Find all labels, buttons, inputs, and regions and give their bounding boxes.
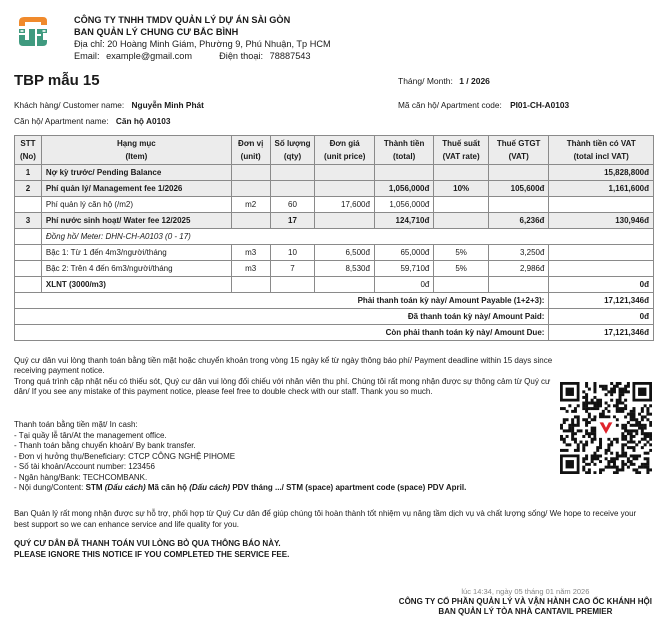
account-line: - Số tài khoản/Account number: 123456: [14, 462, 155, 471]
cash-heading: Thanh toán bằng tiền mặt/ In cash:: [14, 420, 138, 429]
cell-no: 2: [15, 181, 42, 197]
beneficiary-line: - Đơn vị hưởng thụ/Beneficiary: CTCP CÔNG NGHỆ PIHOME: [14, 451, 236, 461]
table-row: [15, 181, 654, 197]
content-part: PDV tháng .../ STM (space) apartment code (space) PDV April.: [230, 483, 467, 492]
bank-line: - Ngân hàng/Bank: TECHCOMBANK.: [14, 472, 148, 482]
footer-board: BAN QUẢN LÝ TÒA NHÀ CANTAVIL PREMIER: [438, 607, 613, 616]
cell-no: [15, 197, 42, 213]
cell-price: 17,600đ: [315, 197, 374, 213]
content-part: (Dấu cách): [104, 483, 146, 492]
payment-methods: [14, 420, 554, 494]
apartment-code: [398, 100, 569, 110]
cell-item: Phí nước sinh hoạt/ Water fee 12/2025: [41, 213, 231, 229]
content-part: STM: [85, 483, 105, 492]
notice-title: TBP mẫu 15: [14, 72, 100, 89]
cell-qty: [270, 277, 315, 293]
cell-vat: [488, 197, 549, 213]
cell-item: Nợ kỳ trước/ Pending Balance: [41, 165, 231, 181]
cell-no: [15, 261, 42, 277]
cell-no: 3: [15, 213, 42, 229]
cell-total: 1,056,000đ: [374, 197, 433, 213]
payment-notes: [14, 356, 554, 397]
footer-signature: [399, 587, 652, 617]
cell-unit: m2: [231, 197, 270, 213]
fee-table: [14, 135, 654, 341]
company-contact: [74, 50, 331, 62]
header-vat-rate: Thuế suất (VAT rate): [434, 136, 489, 165]
company-address: Địa chỉ: 20 Hoàng Minh Giám, Phường 9, Phú Nhuận, Tp HCM: [74, 39, 331, 49]
cell-item: Bậc 1: Từ 1 đến 4m3/người/tháng: [41, 245, 231, 261]
management-board: BAN QUẢN LÝ CHUNG CƯ BẮC BÌNH: [74, 27, 239, 37]
deadline-note: Quý cư dân vui lòng thanh toán bằng tiền mặt hoặc chuyển khoản trong vòng 15 ngày kể từ ngày thông báo phí/ Payment deadline within 15 days since receiving payment notice.: [14, 356, 553, 376]
cell-no: [15, 277, 42, 293]
content-part: (Dấu cách): [189, 483, 231, 492]
month-label: Tháng/ Month:: [398, 76, 453, 86]
meter-info: Đồng hồ/ Meter: DHN-CH-A0103 (0 - 17): [41, 229, 653, 245]
summary-row-due: [15, 325, 654, 341]
ignore-notice: [14, 539, 289, 560]
cell-rate: [434, 277, 489, 293]
cell-total-vat: [549, 197, 654, 213]
cell-rate: 10%: [434, 181, 489, 197]
phone-value: 78887543: [269, 51, 311, 61]
cell-price: [315, 181, 374, 197]
cell-price: [315, 277, 374, 293]
table-row: [15, 261, 654, 277]
cell-unit: [231, 213, 270, 229]
summary-value: 17,121,346đ: [549, 293, 654, 309]
email-value: example@gmail.com: [106, 51, 193, 61]
table-row: [15, 165, 654, 181]
cash-line: - Tại quầy lễ tân/At the management office.: [14, 430, 167, 440]
summary-row-paid: [15, 309, 654, 325]
customer-name: [14, 100, 204, 110]
customer-label: Khách hàng/ Customer name:: [14, 100, 125, 110]
mistake-note: Trong quá trình cập nhật nếu có thiếu sót, Quý cư dân vui lòng đối chiếu với nhân viên thu phí. Chúng tôi rất mong nhận được sự thông cảm từ Quý cư dân/ If you see any mistake of this payment notice, please feel free to double check with our staff. Thank you so much.: [14, 376, 551, 396]
cell-unit: m3: [231, 245, 270, 261]
cell-item: Phí quản lý/ Management fee 1/2026: [41, 181, 231, 197]
header-total: Thành tiền (total): [374, 136, 433, 165]
cell-item: Bậc 2: Trên 4 đến 6m3/người/tháng: [41, 261, 231, 277]
cell-price: [315, 213, 374, 229]
summary-label: Đã thanh toán kỳ này/ Amount Paid:: [15, 309, 549, 325]
phone-label: Điện thoại:: [219, 51, 264, 61]
summary-value: 17,121,346đ: [549, 325, 654, 341]
cell-total-vat: 15,828,800đ: [549, 165, 654, 181]
footer-company: CÔNG TY CỔ PHẦN QUẢN LÝ VÀ VẬN HÀNH CAO ỐC KHÁNH HỘI: [398, 597, 652, 606]
header-total-incl-vat: Thành tiền có VAT (total incl VAT): [549, 136, 654, 165]
header-vat: Thuế GTGT (VAT): [488, 136, 549, 165]
cell-total-vat: 0đ: [549, 277, 654, 293]
cell-qty: 60: [270, 197, 315, 213]
summary-label: Còn phải thanh toán kỳ này/ Amount Due:: [15, 325, 549, 341]
cell-qty: 7: [270, 261, 315, 277]
cell-rate: [434, 165, 489, 181]
cell-qty: [270, 181, 315, 197]
table-row: [15, 213, 654, 229]
cell-vat: 6,236đ: [488, 213, 549, 229]
cell-item: XLNT (3000/m3): [41, 277, 231, 293]
customer-value: Nguyễn Minh Phát: [131, 100, 204, 110]
header-item: Hạng mục (Item): [41, 136, 231, 165]
support-message: Ban Quản lý rất mong nhận được sự hỗ trợ, phối hợp từ Quý Cư dân để giúp chúng tôi hoàn thành tốt nhiệm vụ nâng tầm dịch vụ và chất lượng sống/ We hope to receive your best support so we can enhance service and life quality for you.: [14, 509, 637, 529]
cell-price: [315, 165, 374, 181]
summary-label: Phải thanh toán kỳ này/ Amount Payable (1+2+3):: [15, 293, 549, 309]
cell-total: 124,710đ: [374, 213, 433, 229]
apartment-code-value: PI01-CH-A0103: [510, 100, 570, 110]
table-row: [15, 277, 654, 293]
cell-qty: 10: [270, 245, 315, 261]
cell-vat: 3,250đ: [488, 245, 549, 261]
cell-unit: m3: [231, 261, 270, 277]
cell-vat: [488, 277, 549, 293]
cell-rate: [434, 213, 489, 229]
cell-rate: 5%: [434, 245, 489, 261]
table-row: [15, 229, 654, 245]
cell-no: 1: [15, 165, 42, 181]
cell-total-vat: 130,946đ: [549, 213, 654, 229]
billing-month: [398, 76, 490, 86]
header-unit: Đơn vị (unit): [231, 136, 270, 165]
cell-price: 6,500đ: [315, 245, 374, 261]
cell-qty: [270, 165, 315, 181]
qr-code-icon: [560, 382, 652, 474]
cell-qty: 17: [270, 213, 315, 229]
logo-icon: [16, 14, 50, 48]
table-row: [15, 197, 654, 213]
content-part: Mã căn hộ: [145, 483, 190, 492]
cell-no: [15, 245, 42, 261]
cell-total-vat: 1,161,600đ: [549, 181, 654, 197]
cell-rate: 5%: [434, 261, 489, 277]
transfer-line: - Thanh toán bằng chuyển khoản/ By bank transfer.: [14, 441, 196, 450]
company-name: CÔNG TY TNHH TMDV QUẢN LÝ DỰ ÁN SÀI GÒN: [74, 15, 291, 25]
cell-total: [374, 165, 433, 181]
apartment-code-label: Mã căn hộ/ Apartment code:: [398, 100, 502, 110]
content-line: [14, 483, 554, 494]
qr-code-graphic: [560, 382, 652, 474]
cell-vat: [488, 165, 549, 181]
cell-total: 0đ: [374, 277, 433, 293]
summary-value: 0đ: [549, 309, 654, 325]
cell-total: 65,000đ: [374, 245, 433, 261]
ignore-notice-en: PLEASE IGNORE THIS NOTICE IF YOU COMPLETED THE SERVICE FEE.: [14, 549, 290, 559]
email-label: Email:: [74, 51, 100, 61]
cell-price: 8,530đ: [315, 261, 374, 277]
header-no: STT (No): [15, 136, 42, 165]
cell-total: 1,056,000đ: [374, 181, 433, 197]
summary-row-payable: [15, 293, 654, 309]
month-value: 1 / 2026: [459, 76, 490, 86]
cell-total: 59,710đ: [374, 261, 433, 277]
cell-vat: 105,600đ: [488, 181, 549, 197]
cell-total-vat: [549, 261, 654, 277]
company-info: [74, 14, 331, 62]
cell-total-vat: [549, 245, 654, 261]
apartment-label: Căn hộ/ Apartment name:: [14, 116, 109, 126]
cell-unit: [231, 277, 270, 293]
ignore-notice-vi: QUÝ CƯ DÂN ĐÃ THANH TOÁN VUI LÒNG BỎ QUA THÔNG BÁO NÀY.: [14, 539, 281, 548]
company-logo: [16, 14, 50, 46]
table-header-row: [15, 136, 654, 165]
cell-unit: [231, 181, 270, 197]
cell-unit: [231, 165, 270, 181]
cell-rate: [434, 197, 489, 213]
apartment-value: Căn hộ A0103: [115, 116, 171, 126]
header-qty: Số lượng (qty): [270, 136, 315, 165]
cell-no: [15, 229, 42, 245]
table-row: [15, 245, 654, 261]
footer-timestamp: lúc 14:34, ngày 05 tháng 01 năm 2026: [461, 587, 590, 596]
content-label: - Nội dung/Content:: [14, 483, 86, 492]
apartment-name: [14, 116, 170, 126]
header-unit-price: Đơn giá (unit price): [315, 136, 374, 165]
cell-vat: 2,986đ: [488, 261, 549, 277]
cell-item: Phí quản lý căn hộ (/m2): [41, 197, 231, 213]
